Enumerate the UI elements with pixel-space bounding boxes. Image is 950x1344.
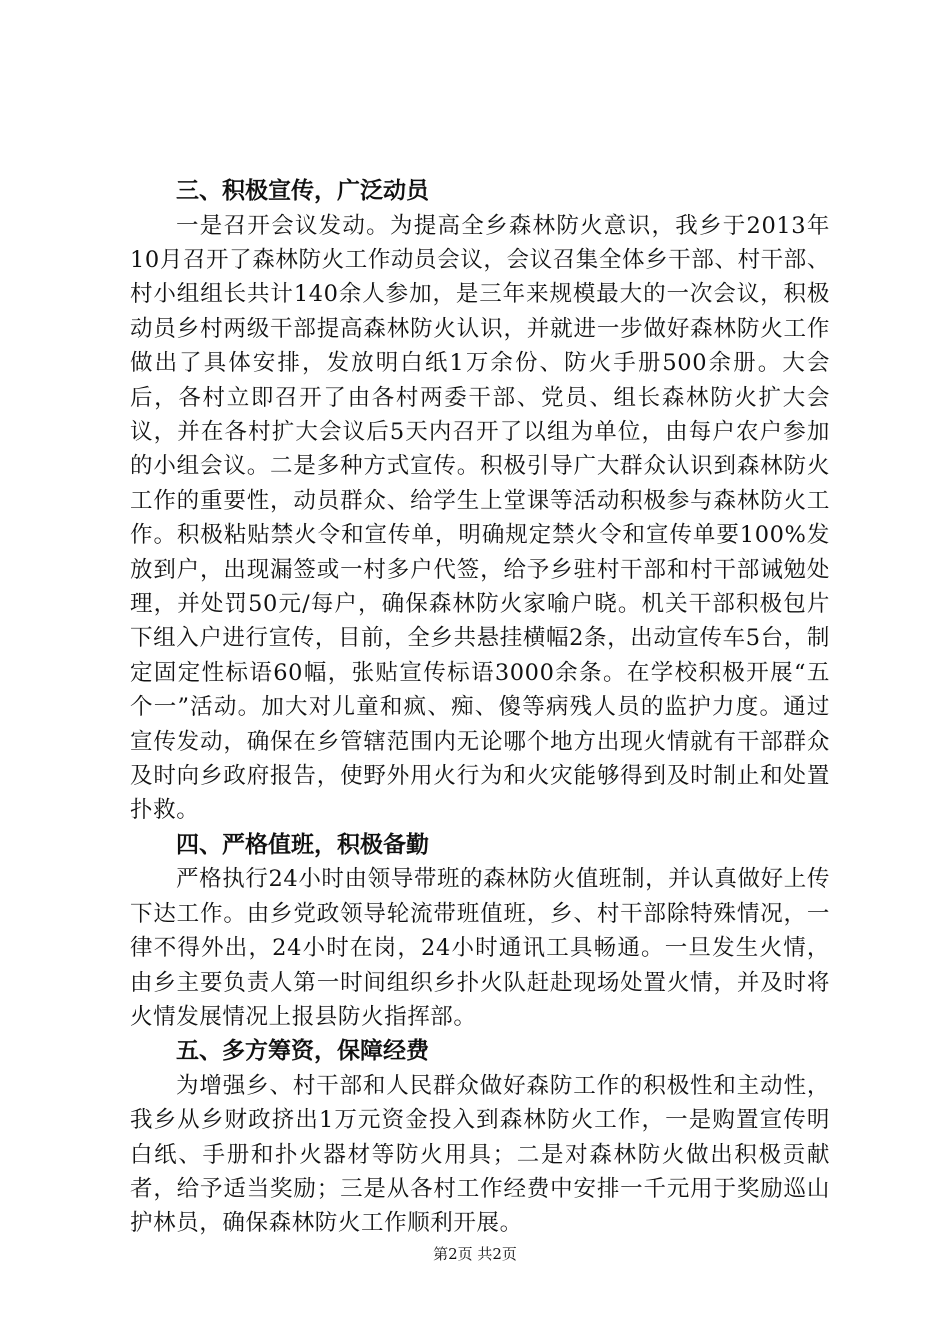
section-body-duty: 严格执行24小时由领导带班的森林防火值班制，并认真做好上传下达工作。由乡党政领导轮流带班值班，乡、村干部除特殊情况，一律不得外出，24小时在岗，24小时通讯工具畅通。一旦发生火情，由乡主要负责人第一时间组织乡扑火队赶赴现场处置火情，并及时将火情发展情况上报县防火指挥部。: [130, 866, 830, 1030]
section-body-funding: 为增强乡、村干部和人民群众做好森防工作的积极性和主动性，我乡从乡财政挤出1万元资金投入到森林防火工作，一是购置宣传明白纸、手册和扑火器材等防火用具；二是对森林防火做出积极贡献者，给予适当奖励；三是从各村工作经费中安排一千元用于奖励巡山护林员，确保森林防火工作顺利开展。: [130, 1072, 830, 1237]
section-body-publicity: 一是召开会议发动。为提高全乡森林防火意识，我乡于2013年10月召开了森林防火工作动员会议，会议召集全体乡干部、村干部、村小组组长共计140余人参加，是三年来规模最大的一次会议，积极动员乡村两级干部提高森林防火认识，并就进一步做好森林防火工作做出了具体安排，发放明白纸1万余份、防火手册500余册。大会后，各村立即召开了由各村两委干部、党员、组长森林防火扩大会议，并在各村扩大会议后5天内召开了以组为单位，由每户农户参加的小组会议。二是多种方式宣传。积极引导广大群众认识到森林防火工作的重要性，动员群众、给学生上堂课等活动积极参与森林防火工作。积极粘贴禁火令和宣传单，明确规定禁火令和宣传单要100%发放到户，出现漏签或一村多户代签，给予乡驻村干部和村干部诫勉处理，并处罚50元/每户，确保森林防火家喻户晓。机关干部积极包片下组入户进行宣传，目前，全乡共悬挂横幅2条，出动宣传车5台，制定固定性标语60幅，张贴宣传标语3000余条。在学校积极开展“五个一”活动。加大对儿童和疯、痴、傻等病残人员的监护力度。通过宣传发动，确保在乡管辖范围内无论哪个地方出现火情就有干部群众及时向乡政府报告，使野外用火行为和火灾能够得到及时制止和处置扑救。: [130, 212, 830, 824]
section-heading-funding: 五、多方筹资，保障经费: [176, 1038, 429, 1065]
section-heading-publicity: 三、积极宣传，广泛动员: [176, 178, 429, 204]
document-body: [130, 174, 830, 1241]
page-number-footer: 第2页 共2页: [433, 1245, 517, 1263]
section-heading-duty: 四、严格值班，积极备勤: [176, 831, 429, 858]
